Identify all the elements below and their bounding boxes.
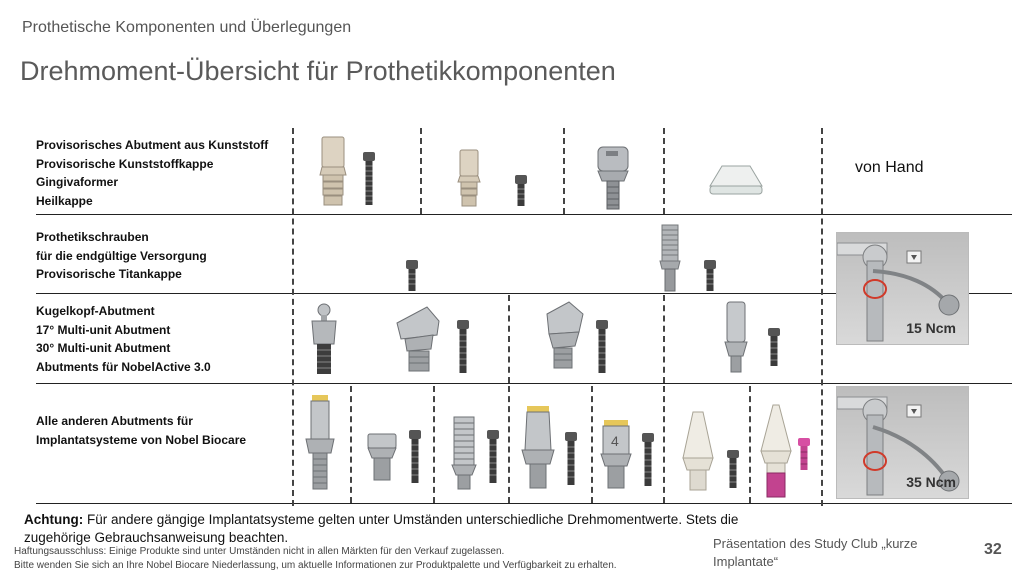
column-divider bbox=[663, 295, 665, 383]
presentation-title: Präsentation des Study Club „kurze Implantate“ bbox=[713, 536, 918, 569]
column-divider bbox=[821, 128, 823, 506]
row-label: Provisorische Kunststoffkappe bbox=[36, 156, 214, 171]
row-divider bbox=[36, 214, 1012, 215]
row-label: 17° Multi-unit Abutment bbox=[36, 322, 171, 337]
provisional-titanium-cap-icon bbox=[658, 223, 684, 293]
torque-wrench-35 bbox=[836, 386, 969, 499]
screw-icon bbox=[703, 260, 717, 292]
row-2-labels bbox=[36, 228, 207, 284]
row-label: Gingivaformer bbox=[36, 175, 119, 190]
screw-icon bbox=[486, 430, 500, 485]
abutment-icon bbox=[518, 404, 558, 492]
torque-wrench-15 bbox=[836, 232, 969, 345]
multi-unit-abutment-17-icon bbox=[393, 305, 445, 375]
screw-icon bbox=[641, 433, 655, 488]
disclaimer-line: Bitte wenden Sie sich an Ihre Nobel Biocare Niederlassung, um aktuelle Informationen zur Produktpalette und Verfügbarkeit zu erhalten. bbox=[14, 559, 617, 571]
row-label: Provisorische Titankappe bbox=[36, 267, 182, 282]
row-label: Kugelkopf-Abutment bbox=[36, 304, 155, 318]
warning-note bbox=[24, 511, 804, 547]
row-label: Provisorisches Abutment aus Kunststoff bbox=[36, 138, 269, 152]
screw-icon bbox=[767, 328, 781, 368]
slide-title: Drehmoment-Übersicht für Prothetikkomponenten bbox=[20, 56, 616, 86]
row-1-labels bbox=[36, 136, 268, 210]
screw-icon bbox=[797, 438, 811, 472]
screw-icon bbox=[362, 152, 376, 207]
torque-value-15: 15 Ncm bbox=[906, 320, 956, 336]
disclaimer bbox=[14, 545, 617, 572]
row-4-labels bbox=[36, 412, 246, 449]
column-divider bbox=[663, 386, 665, 503]
torque-value-35: 35 Ncm bbox=[906, 474, 956, 490]
nobelactive-abutment-icon bbox=[723, 300, 749, 374]
column-divider bbox=[591, 386, 593, 503]
page-number: 32 bbox=[984, 541, 1002, 558]
screw-icon bbox=[408, 430, 422, 485]
ball-attachment-abutment-icon bbox=[308, 302, 340, 378]
screw-icon bbox=[595, 320, 609, 375]
multi-unit-abutment-30-icon bbox=[541, 300, 587, 372]
screw-icon bbox=[564, 432, 578, 487]
screw-icon bbox=[456, 320, 470, 375]
column-divider bbox=[292, 128, 294, 506]
provisional-cap-plastic-icon bbox=[457, 148, 485, 210]
warning-text: Für andere gängige Implantatsysteme gelten unter Umständen unterschiedliche Drehmomentwerte. Stets die zugehörige Gebrauchsanweisung beachten. bbox=[24, 512, 739, 545]
abutment-icon bbox=[303, 393, 337, 493]
row-3-labels bbox=[36, 302, 211, 376]
row-divider bbox=[36, 383, 1012, 384]
screw-icon bbox=[514, 175, 528, 207]
disclaimer-line: Haftungsausschluss: Einige Produkte sind unter Umständen nicht in allen Märkten für den Verkauf zugelassen. bbox=[14, 546, 505, 557]
healing-cap-icon bbox=[708, 162, 764, 198]
column-divider bbox=[563, 128, 565, 214]
svg-text:4: 4 bbox=[611, 433, 619, 449]
slide-kicker: Prothetische Komponenten und Überlegungen bbox=[22, 19, 352, 36]
column-divider bbox=[420, 128, 422, 214]
temporary-abutment-icon bbox=[450, 415, 478, 491]
column-divider bbox=[508, 386, 510, 503]
row-label: Alle anderen Abutments für bbox=[36, 414, 193, 428]
row-label: Abutments für NobelActive 3.0 bbox=[36, 359, 211, 374]
row-label: für die endgültige Versorgung bbox=[36, 248, 207, 263]
ceramic-abutment-icon bbox=[679, 410, 717, 492]
row-label: Heilkappe bbox=[36, 193, 93, 208]
warning-label: Achtung: bbox=[24, 512, 84, 527]
column-divider bbox=[749, 386, 751, 503]
zirconia-abutment-icon bbox=[755, 403, 797, 499]
screw-icon bbox=[405, 260, 419, 292]
abutment-icon bbox=[364, 432, 400, 482]
provisional-abutment-plastic-icon bbox=[318, 135, 352, 210]
row-label: Prothetikschrauben bbox=[36, 230, 149, 244]
row-label: Implantatsysteme von Nobel Biocare bbox=[36, 432, 247, 447]
column-divider bbox=[508, 295, 510, 383]
column-divider bbox=[433, 386, 435, 503]
abutment-icon bbox=[598, 418, 634, 492]
row-divider bbox=[36, 503, 1012, 504]
torque-by-hand: von Hand bbox=[855, 159, 924, 176]
healing-abutment-icon bbox=[594, 145, 634, 211]
screw-icon bbox=[726, 450, 740, 490]
column-divider bbox=[663, 128, 665, 214]
column-divider bbox=[350, 386, 352, 503]
row-label: 30° Multi-unit Abutment bbox=[36, 341, 171, 356]
